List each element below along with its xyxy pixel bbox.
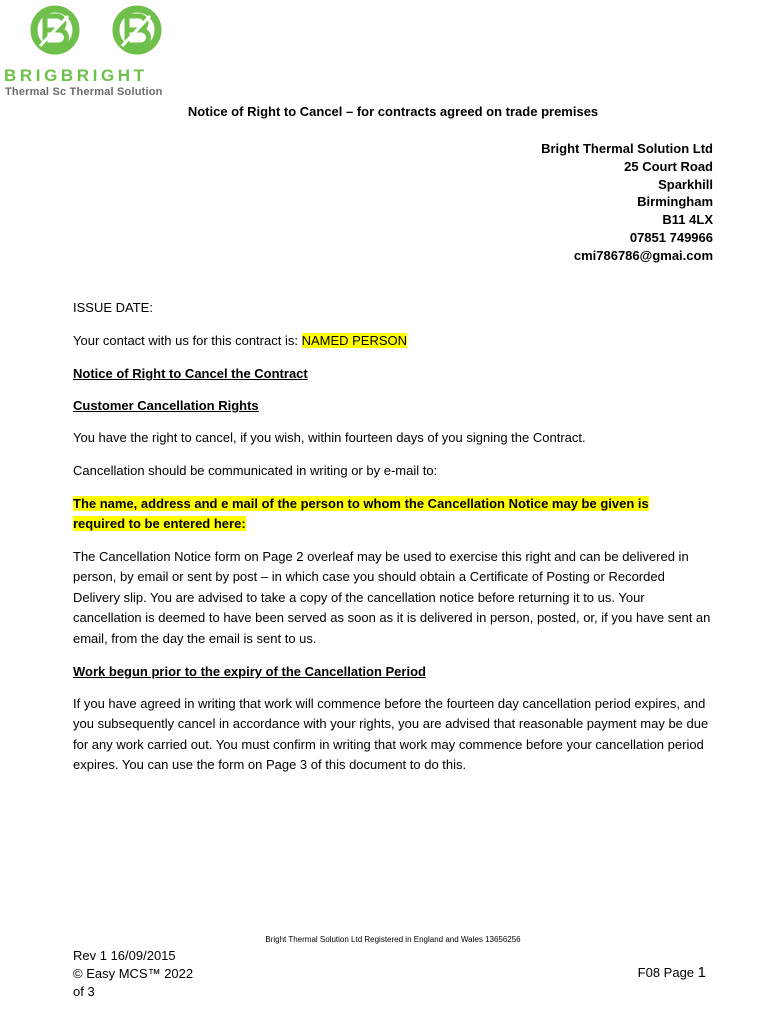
heading-customer-cancellation-rights: Customer Cancellation Rights — [73, 398, 259, 413]
issue-date-label: ISSUE DATE: — [73, 300, 153, 315]
footer-page-number — [638, 964, 706, 981]
contact-prefix: Your contact with us for this contract is: — [73, 333, 302, 348]
contact-line — [73, 331, 713, 351]
footer-rev: Rev 1 16/09/2015 — [73, 948, 176, 963]
logo-wordmark: BRIGBRIGHT — [4, 66, 148, 85]
cancellation-form-paragraph: The Cancellation Notice form on Page 2 overleaf may be used to exercise this right and can be delivered in person, by email or sent by post – in which case you should obtain a Certificate of Posting or Recorded Delivery slip. You are advised to take a copy of the cancellation notice before returning it to us. Your cancellation is deemed to have been served as soon as it is delivered in person, posted, or, if you have sent an email, from the day the email is sent to us. — [73, 549, 711, 646]
company-city: Birmingham — [637, 194, 713, 210]
named-person-highlight: NAMED PERSON — [301, 333, 408, 348]
footer-copyright: © Easy MCS™ 2022 — [73, 966, 194, 981]
company-logo — [0, 0, 200, 100]
logo-tagline: Thermal Sc Thermal Solution — [5, 86, 163, 98]
logo-b-emblem-right — [116, 9, 158, 51]
page-number: 1 — [697, 964, 706, 981]
heading-notice-right-to-cancel: Notice of Right to Cancel the Contract — [73, 366, 308, 381]
page-label: F08 Page — [637, 965, 698, 980]
cancellation-recipient-instruction — [73, 494, 713, 535]
footer-registration: Bright Thermal Solution Ltd Registered in England and Wales 13656256 — [265, 935, 521, 944]
heading-work-begun: Work begun prior to the expiry of the Cancellation Period — [73, 664, 426, 679]
document-title: Notice of Right to Cancel – for contracts agreed on trade premises — [187, 104, 599, 119]
company-street: 25 Court Road — [624, 158, 713, 174]
logo-b-emblems — [0, 0, 200, 66]
company-email: cmi786786@gmai.com — [573, 247, 713, 263]
logo-b-emblem-left — [34, 9, 76, 51]
company-phone: 07851 749966 — [629, 229, 713, 245]
company-postcode: B11 4LX — [662, 212, 713, 228]
company-name: Bright Thermal Solution Ltd — [541, 141, 713, 156]
work-begun-paragraph: If you have agreed in writing that work will commence before the fourteen day cancellation period expires, and you subsequently cancel in accordance with your rights, you are advised that reasonable payment may be due for any work carried out. You must confirm in writing that work may commence before your cancellation period expires. You can use the form on Page 3 of this document to do this. — [73, 696, 709, 773]
instruction-line-1: The name, address and e mail of the person to whom the Cancellation Notice may be given is — [73, 496, 649, 511]
company-address-block — [541, 140, 713, 265]
right-to-cancel-text: You have the right to cancel, if you wish, within fourteen days of you signing the Contract. — [73, 430, 586, 445]
instruction-line-2: required to be entered here: — [73, 516, 246, 532]
communicate-text: Cancellation should be communicated in writing or by e-mail to: — [73, 463, 438, 478]
company-district: Sparkhill — [658, 176, 713, 192]
footer-revision-block — [73, 947, 193, 1001]
footer-of-pages: of 3 — [73, 984, 95, 999]
